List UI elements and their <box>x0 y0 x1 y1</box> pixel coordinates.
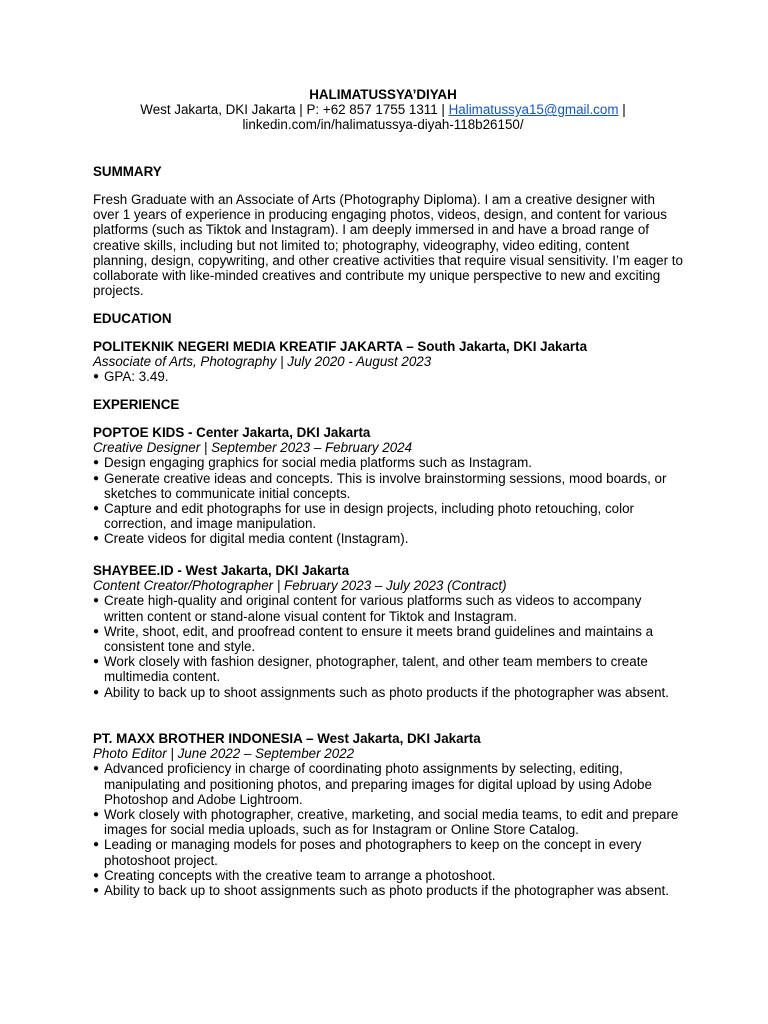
email-link[interactable]: Halimatussya15@gmail.com <box>448 102 619 118</box>
resume-header <box>90 87 676 133</box>
bullet-item: ● Generate creative ideas and concepts. This is involve brainstorming sessions, mood boards, or sketches to communicate initial concepts. <box>93 471 683 501</box>
job-company: SHAYBEE.ID - West Jakarta, DKI Jakarta <box>93 563 350 578</box>
bullet-item: ● Design engaging graphics for social media platforms such as Instagram. <box>93 455 683 470</box>
job-bullets <box>93 593 683 699</box>
education-entry <box>93 339 683 385</box>
bullet-item: ● Write, shoot, edit, and proofread content to ensure it meets brand guidelines and maintains a consistent tone and style. <box>93 624 683 654</box>
contact-separator: | <box>618 102 626 118</box>
degree-line: Associate of Arts, Photography | July 2020 - August 2023 <box>93 354 432 370</box>
school-name: POLITEKNIK NEGERI MEDIA KREATIF JAKARTA – South Jakarta, DKI Jakarta <box>93 339 588 354</box>
job-shaybee <box>93 563 683 700</box>
summary-text: Fresh Graduate with an Associate of Arts (Photography Diploma). I am a creative designer with over 1 years of experience in producing engaging photos, videos, design, and content for various platforms (such as Tiktok and Instagram). I am deeply immersed in and have a broad range of creative skills, including but not limited to; photography, videography, video editing, content planning, design, copywriting, and other creative activities that require visual sensitivity. I’m eager to collaborate with like-minded creatives and contribute my unique perspective to new and exciting projects. <box>93 192 683 299</box>
bullet-item: ● Create high-quality and original content for various platforms such as videos to accompany written content or stand-alone visual content for Tiktok and Instagram. <box>93 593 683 623</box>
bullet-item: ● Work closely with fashion designer, photographer, talent, and other team members to create multimedia content. <box>93 654 683 684</box>
bullet-item: ● Capture and edit photographs for use in design projects, including photo retouching, color correction, and image manipulation. <box>93 501 683 531</box>
summary-body <box>93 192 683 298</box>
gpa-item: ● GPA: 3.49. <box>93 369 683 384</box>
job-maxx-brother <box>93 731 683 898</box>
job-poptoe-kids <box>93 425 683 547</box>
experience-section <box>93 397 683 412</box>
bullet-item: ● Leading or managing models for poses and photographers to keep on the concept in every photoshoot project. <box>93 837 683 867</box>
job-bullets <box>93 761 683 898</box>
job-company: POPTOE KIDS - Center Jakarta, DKI Jakarta <box>93 425 371 440</box>
job-role: Photo Editor | June 2022 – September 2022 <box>93 746 355 762</box>
experience-heading: EXPERIENCE <box>93 397 180 412</box>
summary-heading: SUMMARY <box>93 164 162 179</box>
contact-location-phone: West Jakarta, DKI Jakarta | P: +62 857 1755 1311 | <box>140 102 449 118</box>
bullet-item: ● Create videos for digital media content (Instagram). <box>93 531 683 546</box>
bullet-item: ● Ability to back up to shoot assignments such as photo products if the photographer was absent. <box>93 685 683 700</box>
education-section <box>93 311 683 326</box>
summary-section <box>93 164 683 179</box>
education-bullets <box>93 369 683 384</box>
education-heading: EDUCATION <box>93 311 172 326</box>
bullet-item: ● Advanced proficiency in charge of coordinating photo assignments by selecting, editing, manipulating and positioning photos, and preparing images for digital upload by using Adobe Photoshop and Adobe Lightroom. <box>93 761 683 807</box>
bullet-item: ● Work closely with photographer, creative, marketing, and social media teams, to edit and prepare images for social media uploads, such as for Instagram or Online Store Catalog. <box>93 807 683 837</box>
job-role: Creative Designer | September 2023 – February 2024 <box>93 440 413 456</box>
job-role: Content Creator/Photographer | February 2023 – July 2023 (Contract) <box>93 578 507 594</box>
bullet-item: ● Ability to back up to shoot assignments such as photo products if the photographer was absent. <box>93 883 683 898</box>
candidate-name: HALIMATUSSYA’DIYAH <box>309 87 457 102</box>
linkedin-url: linkedin.com/in/halimatussya-diyah-118b26150/ <box>242 117 524 133</box>
bullet-item: ● Creating concepts with the creative team to arrange a photoshoot. <box>93 868 683 883</box>
job-bullets <box>93 455 683 546</box>
contact-line <box>90 102 676 117</box>
job-company: PT. MAXX BROTHER INDONESIA – West Jakarta, DKI Jakarta <box>93 731 481 746</box>
